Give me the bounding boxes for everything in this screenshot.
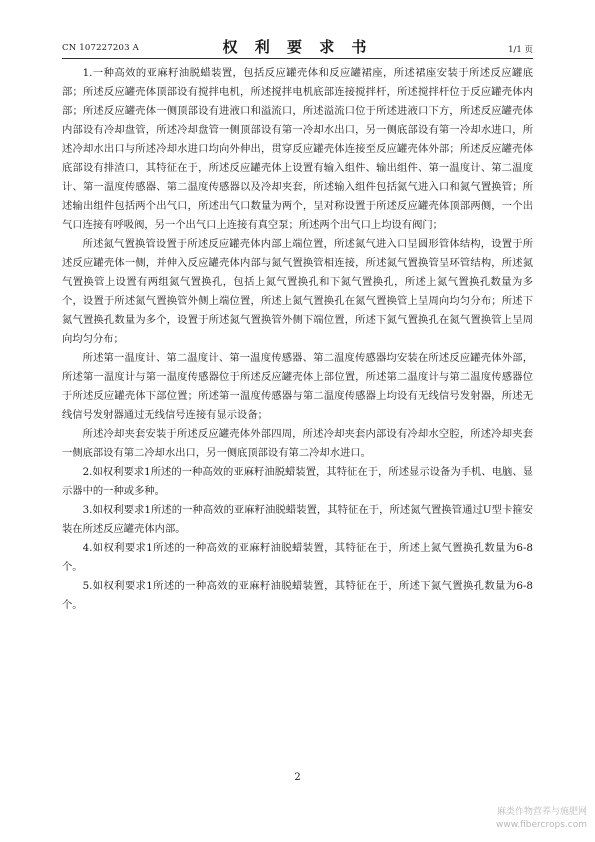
claim-3-paragraph: 3.如权利要求1所述的一种高效的亚麻籽油脱蜡装置，其特征在于，所述氮气置换管通过U型卡箍安装在所述反应罐壳体内部。 [62,504,533,535]
claim-4-paragraph: 4.如权利要求1所述的一种高效的亚麻籽油脱蜡装置，其特征在于，所述上氮气置换孔数量为6-8个。 [62,542,533,573]
document-title: 权 利 要 求 书 [222,38,373,56]
watermark [496,806,587,832]
page-number: 2 [294,772,301,783]
page-header [62,36,533,58]
claim-1-nitrogen-paragraph: 所述氮气置换管设置于所述反应罐壳体内部上端位置，所述氮气进入口呈圆形管体结构，设置于所述反应罐壳体一侧，并伸入反应罐壳体内部与氮气置换管相连接，所述氮气置换管呈环管结构，所述氮气置换管上设置有两组氮气置换孔，包括上氮气置换孔和下氮气置换孔，所述上氮气置换孔数量为多个，设置于所述氮气置换管外侧上端位置，所述上氮气置换孔在氮气置换管上呈周向均匀分布；所述下氮气置换孔数量为多个，设置于所述氮气置换管外侧下端位置，所述下氮气置换孔在氮气置换管上呈周向均匀分布； [62,238,533,345]
header-divider [62,58,533,59]
claim-1-cooling-jacket-paragraph: 所述冷却夹套安装于所述反应罐壳体外部四周，所述冷却夹套内部设有冷却水空腔，所述冷却夹套一侧底部设有第二冷却水出口，另一侧底顶部设有第二冷却水进口。 [62,428,533,459]
claim-5-paragraph: 5.如权利要求1所述的一种高效的亚麻籽油脱蜡装置，其特征在于，所述下氮气置换孔数量为6-8个。 [62,580,533,611]
claims-body [62,64,533,615]
patent-number: CN 107227203 A [62,43,139,53]
claim-1-paragraph: 1.一种高效的亚麻籽油脱蜡装置，包括反应罐壳体和反应罐裙座，所述裙座安装于所述反应罐底部；所述反应罐壳体顶部设有搅拌电机，所述搅拌电机底部连接搅拌杆，所述搅拌杆位于反应罐壳体内部；所述反应罐壳体一侧顶部设有进液口和溢流口，所述溢流口位于所述进液口下方，所述反应罐壳体内部设有冷却盘管，所述冷却盘管一侧顶部设有第一冷却水出口，另一侧底部设有第一冷却水进口，所述冷却水出口与所述冷却水进口均向外伸出，贯穿反应罐壳体连接至反应罐壳体外部；所述反应罐壳体底部设有排渣口，其特征在于，所述反应罐壳体上设置有输入组件、输出组件、第一温度计、第二温度计、第一温度传感器、第二温度传感器以及冷却夹套，所述输入组件包括氮气进入口和氮气置换管；所述输出组件包括两个出气口，所述出气口数量为两个，呈对称设置于所述反应罐壳体顶部两侧，一个出气口连接有呼吸阀，另一个出气口上连接有真空泵；所述两个出气口上均设有阀门； [62,67,533,231]
claim-2-paragraph: 2.如权利要求1所述的一种高效的亚麻籽油脱蜡装置，其特征在于，所述显示设备为手机、电脑、显示器中的一种或多种。 [62,466,533,497]
page-indicator: 1/1 页 [508,45,533,55]
claim-1-temperature-paragraph: 所述第一温度计、第二温度计、第一温度传感器、第二温度传感器均安装在所述反应罐壳体外部，所述第一温度计与第一温度传感器位于所述反应罐壳体上部位置，所述第二温度计与第二温度传感器位于所述反应罐壳体下部位置；所述第一温度传感器与第二温度传感器上均设有无线信号发射器，所述无线信号发射器通过无线信号连接有显示设备； [62,352,533,421]
watermark-url: www.fibercrops.com [496,820,587,830]
watermark-site-name: 麻类作物营养与施肥网 [496,807,587,817]
